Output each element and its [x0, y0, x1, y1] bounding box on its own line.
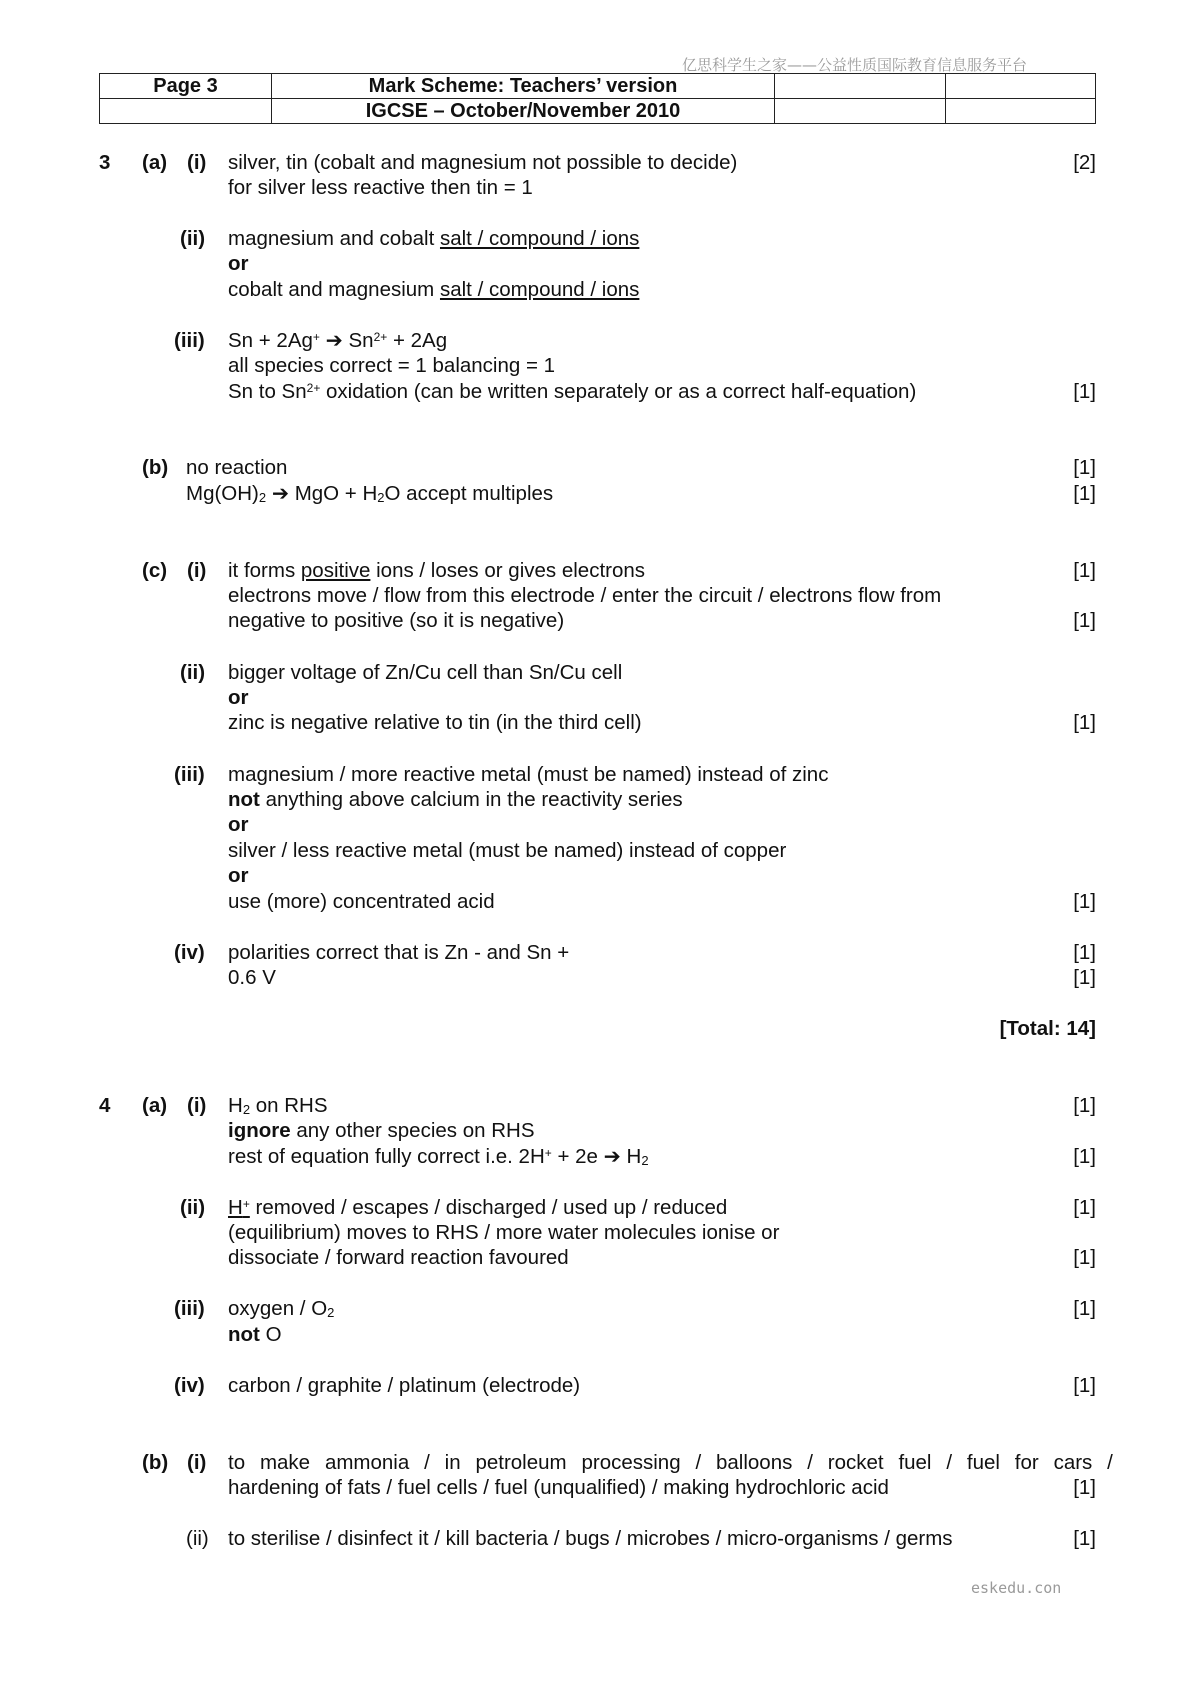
- justified-word: rocket: [827, 1451, 884, 1474]
- q3ciii-line1: magnesium / more reactive metal (must be named) instead of zinc: [228, 763, 829, 786]
- justified-word: cars: [1053, 1451, 1093, 1474]
- q3ci-mark3: [1]: [1073, 609, 1096, 632]
- q3b-label: (b): [142, 456, 169, 479]
- q4bi-label: (i): [187, 1451, 207, 1474]
- header-title: Mark Scheme: Teachers’ version: [272, 74, 775, 99]
- q4ai-line1: $H_2$ on RHS: [228, 1094, 328, 1117]
- q4ai-mark1: [1]: [1073, 1094, 1096, 1117]
- justified-word: make: [259, 1451, 311, 1474]
- justified-word: fuel: [966, 1451, 1000, 1474]
- q4aiii-line2: not O: [228, 1323, 282, 1346]
- q3aii-label: (ii): [180, 227, 206, 250]
- q3ci-line3: negative to positive (so it is negative): [228, 609, 565, 632]
- header-page: Page 3: [100, 74, 272, 99]
- q3aiii-label: (iii): [174, 329, 205, 352]
- justified-word: /: [946, 1451, 953, 1474]
- footer-url: eskedu.con: [971, 1579, 1062, 1597]
- q3ci-mark1: [1]: [1073, 559, 1096, 582]
- header-empty-cell: [775, 99, 946, 124]
- q3b-mark2: [1]: [1073, 482, 1096, 505]
- header-empty-cell: [775, 74, 946, 99]
- q4aiv-line1: carbon / graphite / platinum (electrode): [228, 1374, 581, 1397]
- q4ai-line2: ignore any other species on RHS: [228, 1119, 535, 1142]
- q4aii-label: (ii): [180, 1196, 206, 1219]
- q4bi-line1: [228, 1451, 1113, 1475]
- justified-word: in: [444, 1451, 461, 1474]
- header-empty-cell: [946, 99, 1096, 124]
- q3aiii-equation: Sn + 2Ag+ ➔ $Sn^{2+} + 2Ag$: [228, 329, 448, 352]
- q4bi-mark: [1]: [1073, 1476, 1096, 1499]
- q3ciii-line4: silver / less reactive metal (must be named) instead of copper: [228, 839, 787, 862]
- q3ai-line1: silver, tin (cobalt and magnesium not possible to decide): [228, 151, 738, 174]
- q3ciii-line2: not anything above calcium in the reactivity series: [228, 788, 683, 811]
- justified-word: petroleum: [475, 1451, 567, 1474]
- q3a-label: (a): [142, 151, 168, 174]
- q3aii-line1: magnesium and cobalt salt / compound / ions: [228, 227, 640, 250]
- q3civ-mark1: [1]: [1073, 941, 1096, 964]
- q3ciii-or1: or: [228, 813, 249, 836]
- q4bii-line1: to sterilise / disinfect it / kill bacteria / bugs / microbes / micro-organisms / germs: [228, 1527, 953, 1550]
- justified-word: /: [695, 1451, 702, 1474]
- q4a-label: (a): [142, 1094, 168, 1117]
- q3ciii-label: (iii): [174, 763, 205, 786]
- q3ci-line2: electrons move / flow from this electrode / enter the circuit / electrons flow from: [228, 584, 942, 607]
- q4bii-label: (ii): [186, 1527, 209, 1550]
- justified-word: /: [424, 1451, 430, 1474]
- q4aiv-mark: [1]: [1073, 1374, 1096, 1397]
- q3b-line1: no reaction: [186, 456, 288, 479]
- justified-word: ammonia: [324, 1451, 410, 1474]
- q3c-label: (c): [142, 559, 168, 582]
- q4aiii-label: (iii): [174, 1297, 205, 1320]
- justified-word: /: [807, 1451, 813, 1474]
- q3cii-or: or: [228, 686, 249, 709]
- header-empty-cell: [946, 74, 1096, 99]
- justified-word: for: [1014, 1451, 1039, 1474]
- q3-number: 3: [99, 151, 111, 174]
- q4aii-mark3: [1]: [1073, 1246, 1096, 1269]
- q3cii-line3: zinc is negative relative to tin (in the third cell): [228, 711, 642, 734]
- header-table: [99, 73, 1096, 124]
- q3ai-label: (i): [187, 151, 207, 174]
- q3aiii-mark: [1]: [1073, 380, 1096, 403]
- q4aiii-mark: [1]: [1073, 1297, 1096, 1320]
- justified-word: processing: [581, 1451, 681, 1474]
- q4aii-line3: dissociate / forward reaction favoured: [228, 1246, 569, 1269]
- q3civ-line2: 0.6 V: [228, 966, 276, 989]
- q4bi-line2: hardening of fats / fuel cells / fuel (unqualified) / making hydrochloric acid: [228, 1476, 889, 1499]
- justified-word: fuel: [898, 1451, 932, 1474]
- q3cii-mark: [1]: [1073, 711, 1096, 734]
- q3ciii-line6: use (more) concentrated acid: [228, 890, 495, 913]
- q3ai-line2: for silver less reactive then tin = 1: [228, 176, 533, 199]
- q4aiv-label: (iv): [174, 1374, 205, 1397]
- q3ai-mark: [2]: [1073, 151, 1096, 174]
- q3ciii-mark: [1]: [1073, 890, 1096, 913]
- q3aiii-line3: Sn to $Sn^{2+}$ oxidation (can be written separately or as a correct half-equation): [228, 380, 917, 403]
- q3b-line2: $Mg(OH)_2$ ➔ MgO + $H_2O$ accept multiples: [186, 482, 554, 505]
- q3civ-mark2: [1]: [1073, 966, 1096, 989]
- q4aiii-line1: oxygen / $O_2$: [228, 1297, 335, 1320]
- q3ci-label: (i): [187, 559, 207, 582]
- q4-number: 4: [99, 1094, 111, 1117]
- q3aii-line3: cobalt and magnesium salt / compound / ions: [228, 278, 640, 301]
- watermark: 亿思科学生之家——公益性质国际教育信息服务平台: [682, 56, 1028, 74]
- q4aii-line2: (equilibrium) moves to RHS / more water molecules ionise or: [228, 1221, 780, 1244]
- justified-word: /: [1107, 1451, 1113, 1474]
- header-exam: IGCSE – October/November 2010: [272, 99, 775, 124]
- justified-word: to: [228, 1451, 246, 1474]
- q4ai-line3: rest of equation fully correct i.e. 2H+ + 2e ➔ $H_2$: [228, 1145, 649, 1168]
- q4ai-mark3: [1]: [1073, 1145, 1096, 1168]
- q4aii-line1: H+ removed / escapes / discharged / used up / reduced: [228, 1196, 728, 1219]
- q4b-label: (b): [142, 1451, 169, 1474]
- q3aiii-line2: all species correct = 1 balancing = 1: [228, 354, 556, 377]
- q4bii-mark: [1]: [1073, 1527, 1096, 1550]
- q3cii-line1: bigger voltage of Zn/Cu cell than Sn/Cu cell: [228, 661, 623, 684]
- q3civ-line1: polarities correct that is Zn - and Sn +: [228, 941, 570, 964]
- justified-word: balloons: [716, 1451, 793, 1474]
- q4ai-label: (i): [187, 1094, 207, 1117]
- q3cii-label: (ii): [180, 661, 206, 684]
- q3aii-or: or: [228, 252, 249, 275]
- q3-total: [Total: 14]: [999, 1017, 1096, 1040]
- q3ci-line1: it forms positive ions / loses or gives electrons: [228, 559, 646, 582]
- q3civ-label: (iv): [174, 941, 205, 964]
- q3ciii-or2: or: [228, 864, 249, 887]
- q3b-mark1: [1]: [1073, 456, 1096, 479]
- q4aii-mark1: [1]: [1073, 1196, 1096, 1219]
- header-empty-cell: [100, 99, 272, 124]
